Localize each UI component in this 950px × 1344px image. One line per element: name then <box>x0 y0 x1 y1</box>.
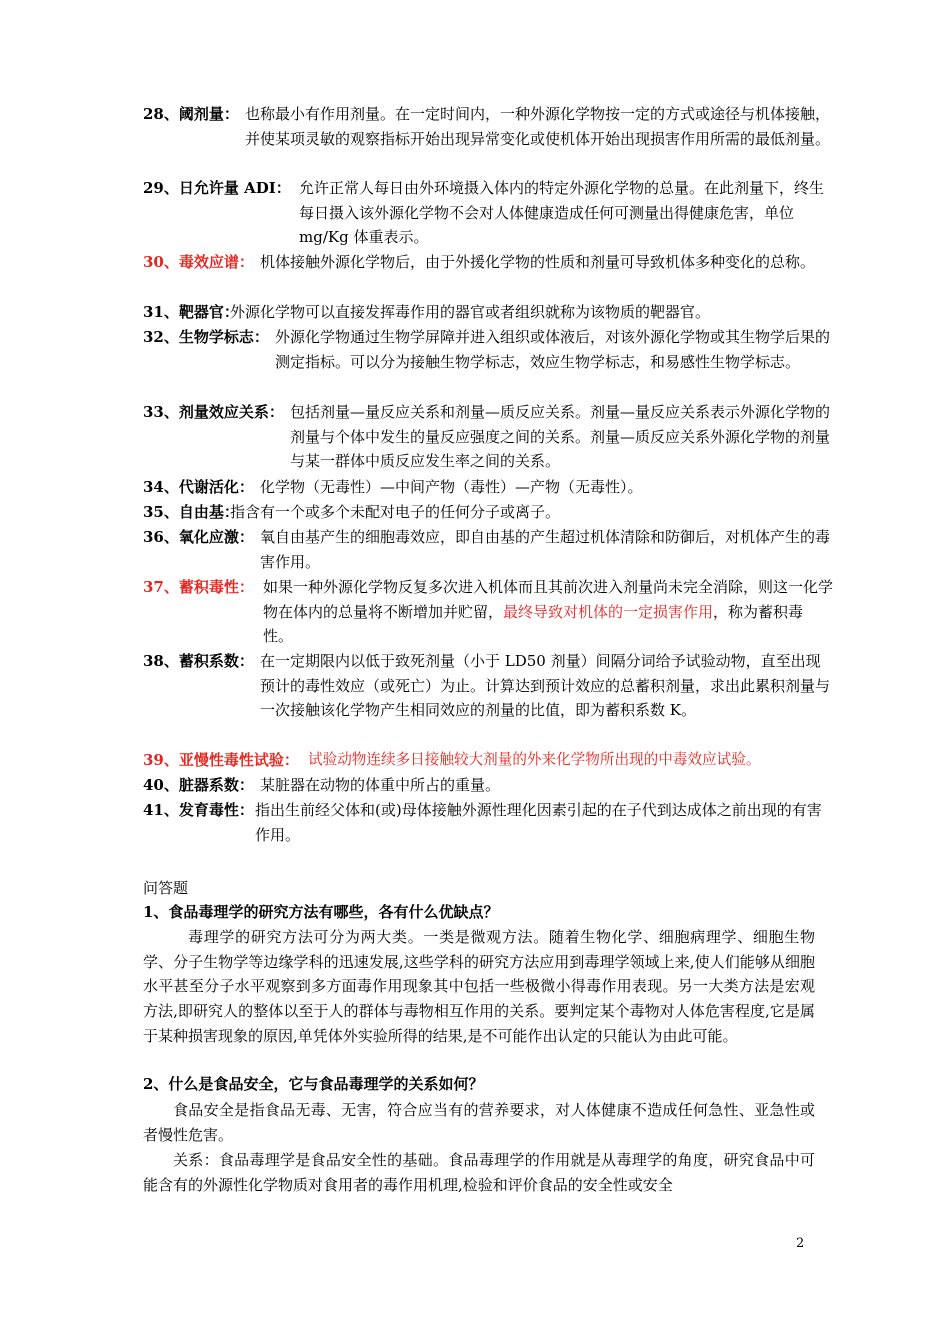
term-28 <box>143 102 833 151</box>
term-35 <box>143 500 833 525</box>
term-37 <box>143 575 833 649</box>
question-2: 2、什么是食品安全，它与食品毒理学的关系如何？ <box>143 1075 484 1093</box>
term-heading: 36、氧化应激： <box>143 528 254 546</box>
term-29 <box>143 176 833 250</box>
term-heading: 35、自由基： <box>143 503 239 521</box>
term-definition: 机体接触外源化学物后，由于外援化学物的性质和剂量可导致机体多种变化的总称。 <box>260 253 816 271</box>
term-definition-highlight: 最终导致对机体的一定损害作用 <box>503 602 714 621</box>
term-34 <box>143 475 833 500</box>
term-definition: 某脏器在动物的体重中所占的重量。 <box>260 776 501 794</box>
term-definition-part: 如果一种外源化学物反复多次进入机体而且其前次进入剂量尚未完全消除，则这一化学物在体内的总量将不断增加并贮留， <box>263 578 834 621</box>
term-definition: 氧自由基产生的细胞毒效应，即自由基的产生超过机体清除和防御后，对机体产生的毒害作用。 <box>260 528 831 571</box>
term-heading: 30、毒效应谱： <box>143 253 254 271</box>
term-41 <box>143 798 833 847</box>
term-40 <box>143 773 833 798</box>
term-32 <box>143 325 833 374</box>
term-heading: 41、发育毒性： <box>143 801 254 819</box>
term-definition: 包括剂量—量反应关系和剂量—质反应关系。剂量—量反应关系表示外源化学物的剂量与个体中发生的量反应强度之间的关系。剂量—质反应关系外源化学物的剂量与某一群体中质反应发生率之间的关系。 <box>290 403 831 470</box>
term-definition: 试验动物连续多日接触较大剂量的外来化学物所出现的中毒效应试验。 <box>308 751 761 768</box>
term-definition: 也称最小有作用剂量。在一定时间内，一种外源化学物按一定的方式或途径与机体接触，并使某项灵敏的观察指标开始出现异常变化或使机体开始出现损害作用所需的最低剂量。 <box>245 105 831 148</box>
section-label: 问答题 <box>143 879 189 897</box>
term-heading: 34、代谢活化： <box>143 478 254 496</box>
answer-1: 毒理学的研究方法可分为两大类。一类是微观方法。随着生物化学、细胞病理学、细胞生物学、分子生物学等边缘学科的迅速发展,这些学科的研究方法应用到毒理学领域上来,使人们能够从细胞水平甚至分子水平观察到多方面毒作用现象其中包括一些极微小得毒作用表现。另一大类方法是宏观方法,即研究人的整体以至于人的群体与毒物相互作用的关系。要判定某个毒物对人体危害程度,它是属于某种损害现象的原因,单凭体外实验所得的结果,是不可能作出认定的只能认为由此可能。 <box>143 928 815 1045</box>
answer-2-definition: 食品安全是指食品无毒、无害，符合应当有的营养要求，对人体健康不造成任何急性、亚急性或者慢性危害。 <box>143 1101 815 1144</box>
answer-2-relation: 关系：食品毒理学是食品安全性的基础。食品毒理学的作用就是从毒理学的角度，研究食品中可能含有的外源性化学物质对食用者的毒作用机理,检验和评价食品的安全性或安全 <box>143 1151 815 1194</box>
term-definition: 化学物（无毒性）—中间产物（毒性）—产物（无毒性）。 <box>260 478 643 496</box>
term-definition: 在一定期限内以低于致死剂量（小于 LD50 剂量）间隔分词给予试验动物，直至出现预计的毒性效应（或死亡）为止。计算达到预计效应的总蓄积剂量，求出此累积剂量与一次接触该化学物产生相同效应的剂量的比值，即为蓄积系数 K。 <box>260 652 831 719</box>
term-definition: 外源化学物可以直接发挥毒作用的器官或者组织就称为该物质的靶器官。 <box>230 303 711 321</box>
term-definition-part: ，称为蓄积毒性。 <box>263 602 804 645</box>
term-definition: 允许正常人每日由外环境摄入体内的特定外源化学物的总量。在此剂量下，终生每日摄入该外源化学物不会对人体健康造成任何可测量出得健康危害，单位 mg/Kg 体重表示。 <box>299 179 825 246</box>
term-heading: 33、剂量效应关系： <box>143 403 284 421</box>
term-heading: 29、日允许量 ADI： <box>143 179 291 197</box>
term-38 <box>143 649 833 723</box>
term-heading: 31、靶器官： <box>143 303 239 321</box>
term-definition: 指含有一个或多个未配对电子的任何分子或离子。 <box>230 503 561 521</box>
question-1: 1、食品毒理学的研究方法有哪些，各有什么优缺点？ <box>143 903 499 921</box>
term-heading: 32、生物学标志： <box>143 328 269 346</box>
term-definition <box>263 575 833 649</box>
term-heading: 38、蓄积系数： <box>143 652 254 670</box>
term-definition: 外源化学物通过生物学屏障并进入组织或体液后，对该外源化学物或其生物学后果的测定指标。可以分为接触生物学标志，效应生物学标志，和易感性生物学标志。 <box>275 328 831 371</box>
term-30 <box>143 250 833 275</box>
term-36 <box>143 525 833 574</box>
page-number: 2 <box>796 1236 805 1251</box>
term-33 <box>143 400 833 474</box>
term-heading: 37、蓄积毒性： <box>143 578 254 596</box>
term-definition: 指出生前经父体和(或)母体接触外源性理化因素引起的在子代到达成体之前出现的有害作用。 <box>255 801 822 844</box>
term-39 <box>143 748 843 773</box>
term-31 <box>143 300 833 325</box>
term-heading: 39、亚慢性毒性试验： <box>143 751 299 769</box>
term-heading: 40、脏器系数： <box>143 776 254 794</box>
term-heading: 28、阈剂量： <box>143 105 239 123</box>
